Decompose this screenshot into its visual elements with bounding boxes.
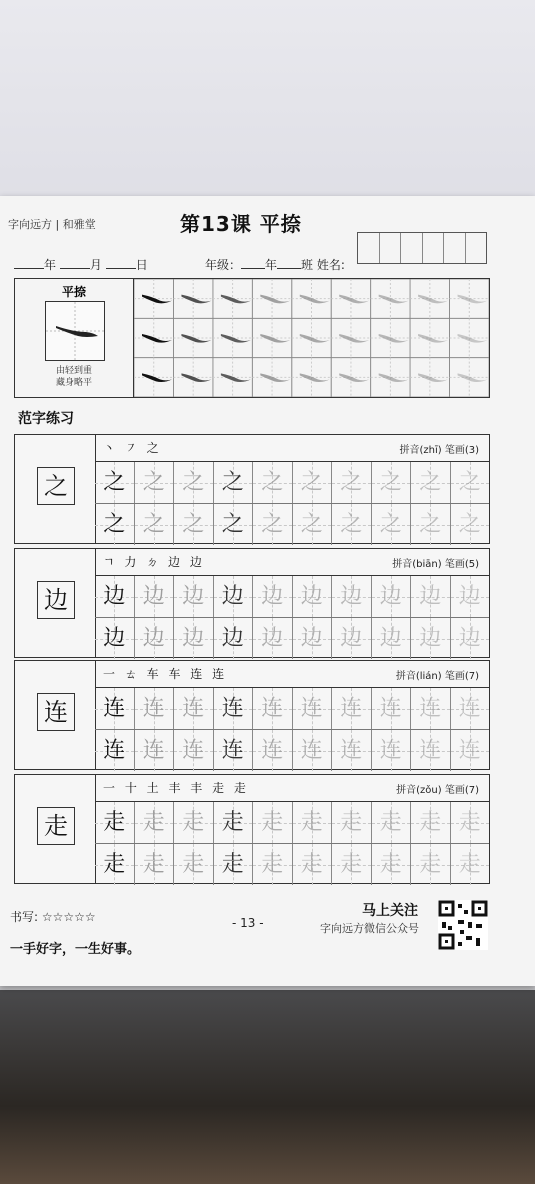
practice-cell[interactable] (174, 688, 214, 729)
practice-cell[interactable] (332, 688, 372, 729)
stroke-order: 丶 ㇇ 之 (103, 441, 162, 455)
trace-char: 边 (261, 626, 284, 651)
stroke-hint-line2: 藏身略平 (55, 378, 92, 388)
practice-cell[interactable] (174, 618, 214, 659)
model-char-cell (15, 661, 96, 769)
practice-cell[interactable] (253, 618, 293, 659)
trace-char: 边 (221, 584, 244, 609)
trace-char: 之 (300, 470, 323, 495)
practice-cell[interactable] (174, 576, 214, 617)
trace-char: 连 (103, 696, 126, 721)
trace-char: 连 (300, 696, 323, 721)
wechat-account-label: 字向远方微信公众号 (320, 922, 419, 935)
practice-cell[interactable] (411, 730, 451, 771)
trace-char: 之 (142, 470, 165, 495)
practice-row (95, 617, 489, 659)
practice-cell[interactable] (95, 504, 135, 545)
trace-char: 走 (340, 810, 363, 835)
practice-cell[interactable] (332, 802, 372, 843)
practice-cell[interactable] (451, 618, 490, 659)
char-block-bian (14, 548, 490, 658)
practice-cell[interactable] (332, 504, 372, 545)
trace-char: 连 (379, 738, 402, 763)
rating-stars: 书写: ☆☆☆☆☆ (10, 910, 96, 924)
practice-row (95, 729, 489, 771)
trace-char: 走 (458, 810, 481, 835)
practice-cell[interactable] (293, 576, 333, 617)
trace-char: 之 (340, 470, 363, 495)
trace-char: 之 (300, 512, 323, 537)
practice-row (95, 576, 489, 617)
trace-char: 走 (261, 810, 284, 835)
practice-cell[interactable] (451, 844, 490, 885)
model-char: 走 (37, 807, 75, 845)
practice-cell[interactable] (372, 844, 412, 885)
trace-char: 边 (221, 626, 244, 651)
trace-char: 连 (261, 738, 284, 763)
model-char: 连 (37, 693, 75, 731)
stroke-hint (15, 365, 133, 389)
practice-cell[interactable] (95, 576, 135, 617)
practice-cell[interactable] (293, 504, 333, 545)
model-char-cell (15, 549, 96, 657)
practice-cell[interactable] (411, 688, 451, 729)
trace-char: 边 (300, 584, 323, 609)
trace-char: 走 (300, 810, 323, 835)
practice-cell[interactable] (332, 618, 372, 659)
trace-char: 边 (182, 584, 205, 609)
trace-char: 连 (221, 738, 244, 763)
trace-char: 连 (182, 738, 205, 763)
practice-grid (95, 687, 489, 770)
follow-label: 马上关注 (362, 903, 418, 919)
practice-cell[interactable] (411, 802, 451, 843)
background-table (0, 990, 535, 1184)
brand-logo: 字向远方 | 和雅堂 (8, 218, 96, 231)
practice-cell[interactable] (95, 802, 135, 843)
trace-char: 走 (300, 852, 323, 877)
trace-char: 之 (182, 470, 205, 495)
practice-row (95, 503, 489, 545)
section-title: 范字练习 (18, 411, 74, 427)
trace-char: 边 (379, 626, 402, 651)
practice-cell[interactable] (293, 844, 333, 885)
practice-grid (95, 461, 489, 544)
practice-cell[interactable] (174, 462, 214, 503)
grade-label: 年级： (205, 258, 242, 272)
trace-char: 连 (340, 696, 363, 721)
practice-cell[interactable] (214, 802, 254, 843)
background-wall (0, 0, 535, 200)
trace-char: 走 (379, 810, 402, 835)
trace-char: 之 (103, 470, 126, 495)
practice-cell[interactable] (253, 462, 293, 503)
practice-cell[interactable] (451, 576, 490, 617)
practice-cell[interactable] (372, 802, 412, 843)
trace-char: 走 (182, 852, 205, 877)
practice-cell[interactable] (253, 504, 293, 545)
practice-cell[interactable] (135, 618, 175, 659)
practice-cell[interactable] (214, 844, 254, 885)
practice-cell[interactable] (174, 844, 214, 885)
pinyin-strokes: 拼音(lián) 笔画(7) (395, 671, 479, 682)
practice-cell[interactable] (135, 802, 175, 843)
practice-cell[interactable] (135, 462, 175, 503)
trace-char: 边 (300, 626, 323, 651)
stroke-demo-cell (15, 279, 134, 397)
trace-char: 之 (221, 512, 244, 537)
practice-cell[interactable] (174, 730, 214, 771)
practice-cell[interactable] (135, 504, 175, 545)
practice-row (95, 688, 489, 729)
pinyin-strokes: 拼音(zǒu) 笔画(7) (396, 785, 479, 796)
trace-char: 连 (142, 738, 165, 763)
stroke-order: 一 ㄊ 车 车 连 连 (103, 667, 228, 681)
trace-char: 边 (182, 626, 205, 651)
trace-char: 连 (261, 696, 284, 721)
trace-char: 连 (103, 738, 126, 763)
practice-cell[interactable] (95, 462, 135, 503)
trace-char: 之 (458, 470, 481, 495)
trace-char: 边 (458, 626, 481, 651)
trace-char: 连 (300, 738, 323, 763)
char-block-zou (14, 774, 490, 884)
practice-cell[interactable] (293, 730, 333, 771)
practice-cell[interactable] (451, 504, 490, 545)
stroke-grid (134, 279, 489, 397)
practice-cell[interactable] (95, 844, 135, 885)
trace-char: 走 (379, 852, 402, 877)
motto: 一手好字，一生好事。 (10, 942, 141, 957)
trace-char: 连 (379, 696, 402, 721)
practice-cell[interactable] (411, 576, 451, 617)
trace-char: 之 (182, 512, 205, 537)
practice-cell[interactable] (293, 688, 333, 729)
trace-char: 走 (419, 810, 442, 835)
trace-char: 走 (221, 810, 244, 835)
stroke-practice-panel (14, 278, 490, 398)
practice-cell[interactable] (332, 576, 372, 617)
month-label: 月 (89, 258, 102, 272)
trace-char: 之 (379, 470, 402, 495)
trace-char: 走 (103, 810, 126, 835)
practice-cell[interactable] (95, 730, 135, 771)
trace-char: 连 (142, 696, 165, 721)
pinyin-strokes: 拼音(biān) 笔画(5) (392, 559, 479, 570)
trace-char: 连 (340, 738, 363, 763)
practice-cell[interactable] (135, 576, 175, 617)
worksheet-page (0, 196, 535, 986)
page-title: 第13课 平捺 (180, 212, 302, 236)
practice-cell[interactable] (214, 504, 254, 545)
practice-grid (95, 801, 489, 884)
practice-cell[interactable] (372, 618, 412, 659)
practice-cell[interactable] (372, 504, 412, 545)
practice-cell[interactable] (293, 802, 333, 843)
practice-cell[interactable] (451, 730, 490, 771)
trace-char: 走 (458, 852, 481, 877)
stroke-name: 平捺 (61, 285, 86, 299)
practice-cell[interactable] (293, 462, 333, 503)
trace-char: 之 (458, 512, 481, 537)
practice-cell[interactable] (174, 504, 214, 545)
trace-char: 走 (142, 810, 165, 835)
practice-cell[interactable] (135, 688, 175, 729)
trace-char: 连 (182, 696, 205, 721)
model-char: 边 (37, 581, 75, 619)
practice-cell[interactable] (174, 802, 214, 843)
practice-row (95, 843, 489, 885)
practice-cell[interactable] (411, 618, 451, 659)
trace-char: 连 (458, 696, 481, 721)
day-label: 日 (135, 258, 148, 272)
practice-cell[interactable] (95, 688, 135, 729)
trace-char: 之 (419, 470, 442, 495)
practice-cell[interactable] (411, 462, 451, 503)
trace-char: 连 (419, 696, 442, 721)
date-field (14, 256, 148, 273)
year-label: 年 (44, 258, 57, 272)
practice-cell[interactable] (332, 730, 372, 771)
practice-cell[interactable] (214, 576, 254, 617)
trace-char: 边 (340, 626, 363, 651)
practice-cell[interactable] (253, 688, 293, 729)
practice-cell[interactable] (372, 730, 412, 771)
trace-char: 边 (379, 584, 402, 609)
trace-char: 走 (142, 852, 165, 877)
stroke-hint-line1: 由轻到重 (55, 366, 92, 376)
trace-char: 边 (103, 626, 126, 651)
practice-cell[interactable] (253, 844, 293, 885)
trace-char: 之 (221, 470, 244, 495)
trace-char: 边 (103, 584, 126, 609)
practice-cell[interactable] (293, 618, 333, 659)
trace-char: 边 (142, 626, 165, 651)
practice-cell[interactable] (372, 462, 412, 503)
practice-cell[interactable] (253, 576, 293, 617)
practice-row (95, 802, 489, 843)
trace-char: 之 (419, 512, 442, 537)
trace-char: 边 (340, 584, 363, 609)
char-block-zhi (14, 434, 490, 544)
trace-char: 边 (261, 584, 284, 609)
stroke-demo-diagram (45, 301, 105, 361)
trace-char: 连 (221, 696, 244, 721)
practice-cell[interactable] (332, 844, 372, 885)
practice-cell[interactable] (253, 802, 293, 843)
trace-char: 走 (221, 852, 244, 877)
trace-char: 走 (182, 810, 205, 835)
model-char: 之 (37, 467, 75, 505)
char-block-lian (14, 660, 490, 770)
trace-char: 之 (142, 512, 165, 537)
practice-cell[interactable] (214, 618, 254, 659)
trace-char: 边 (458, 584, 481, 609)
practice-cell[interactable] (372, 688, 412, 729)
name-boxes (357, 232, 487, 264)
trace-char: 之 (261, 512, 284, 537)
trace-char: 之 (340, 512, 363, 537)
trace-char: 之 (379, 512, 402, 537)
stroke-order: 一 十 土 丰 丰 走 走 (103, 781, 249, 795)
trace-char: 边 (419, 584, 442, 609)
practice-grid (95, 575, 489, 658)
practice-cell[interactable] (95, 618, 135, 659)
practice-cell[interactable] (214, 688, 254, 729)
page-number: - 13 - (232, 916, 264, 930)
pinyin-strokes: 拼音(zhī) 笔画(3) (399, 445, 479, 456)
trace-char: 之 (103, 512, 126, 537)
practice-cell[interactable] (411, 844, 451, 885)
practice-cell[interactable] (135, 730, 175, 771)
stroke-order: ㄱ 力 ㄉ 边 边 (103, 555, 205, 569)
practice-cell[interactable] (214, 462, 254, 503)
class-name-label: 班 姓名: (301, 258, 345, 272)
stroke-trace-grid (134, 279, 489, 397)
practice-cell[interactable] (451, 802, 490, 843)
model-char-cell (15, 435, 96, 543)
trace-char: 走 (103, 852, 126, 877)
practice-cell[interactable] (372, 576, 412, 617)
practice-cell[interactable] (451, 462, 490, 503)
trace-char: 之 (261, 470, 284, 495)
practice-cell[interactable] (332, 462, 372, 503)
practice-cell[interactable] (253, 730, 293, 771)
trace-char: 走 (261, 852, 284, 877)
practice-cell[interactable] (451, 688, 490, 729)
practice-cell[interactable] (214, 730, 254, 771)
qr-code-icon (438, 900, 488, 950)
practice-cell[interactable] (411, 504, 451, 545)
grade-year-label: 年 (265, 258, 278, 272)
trace-char: 连 (419, 738, 442, 763)
trace-char: 走 (340, 852, 363, 877)
practice-cell[interactable] (135, 844, 175, 885)
trace-char: 边 (419, 626, 442, 651)
trace-char: 走 (419, 852, 442, 877)
practice-row (95, 462, 489, 503)
trace-char: 边 (142, 584, 165, 609)
model-char-cell (15, 775, 96, 883)
grade-field (205, 256, 345, 273)
trace-char: 连 (458, 738, 481, 763)
